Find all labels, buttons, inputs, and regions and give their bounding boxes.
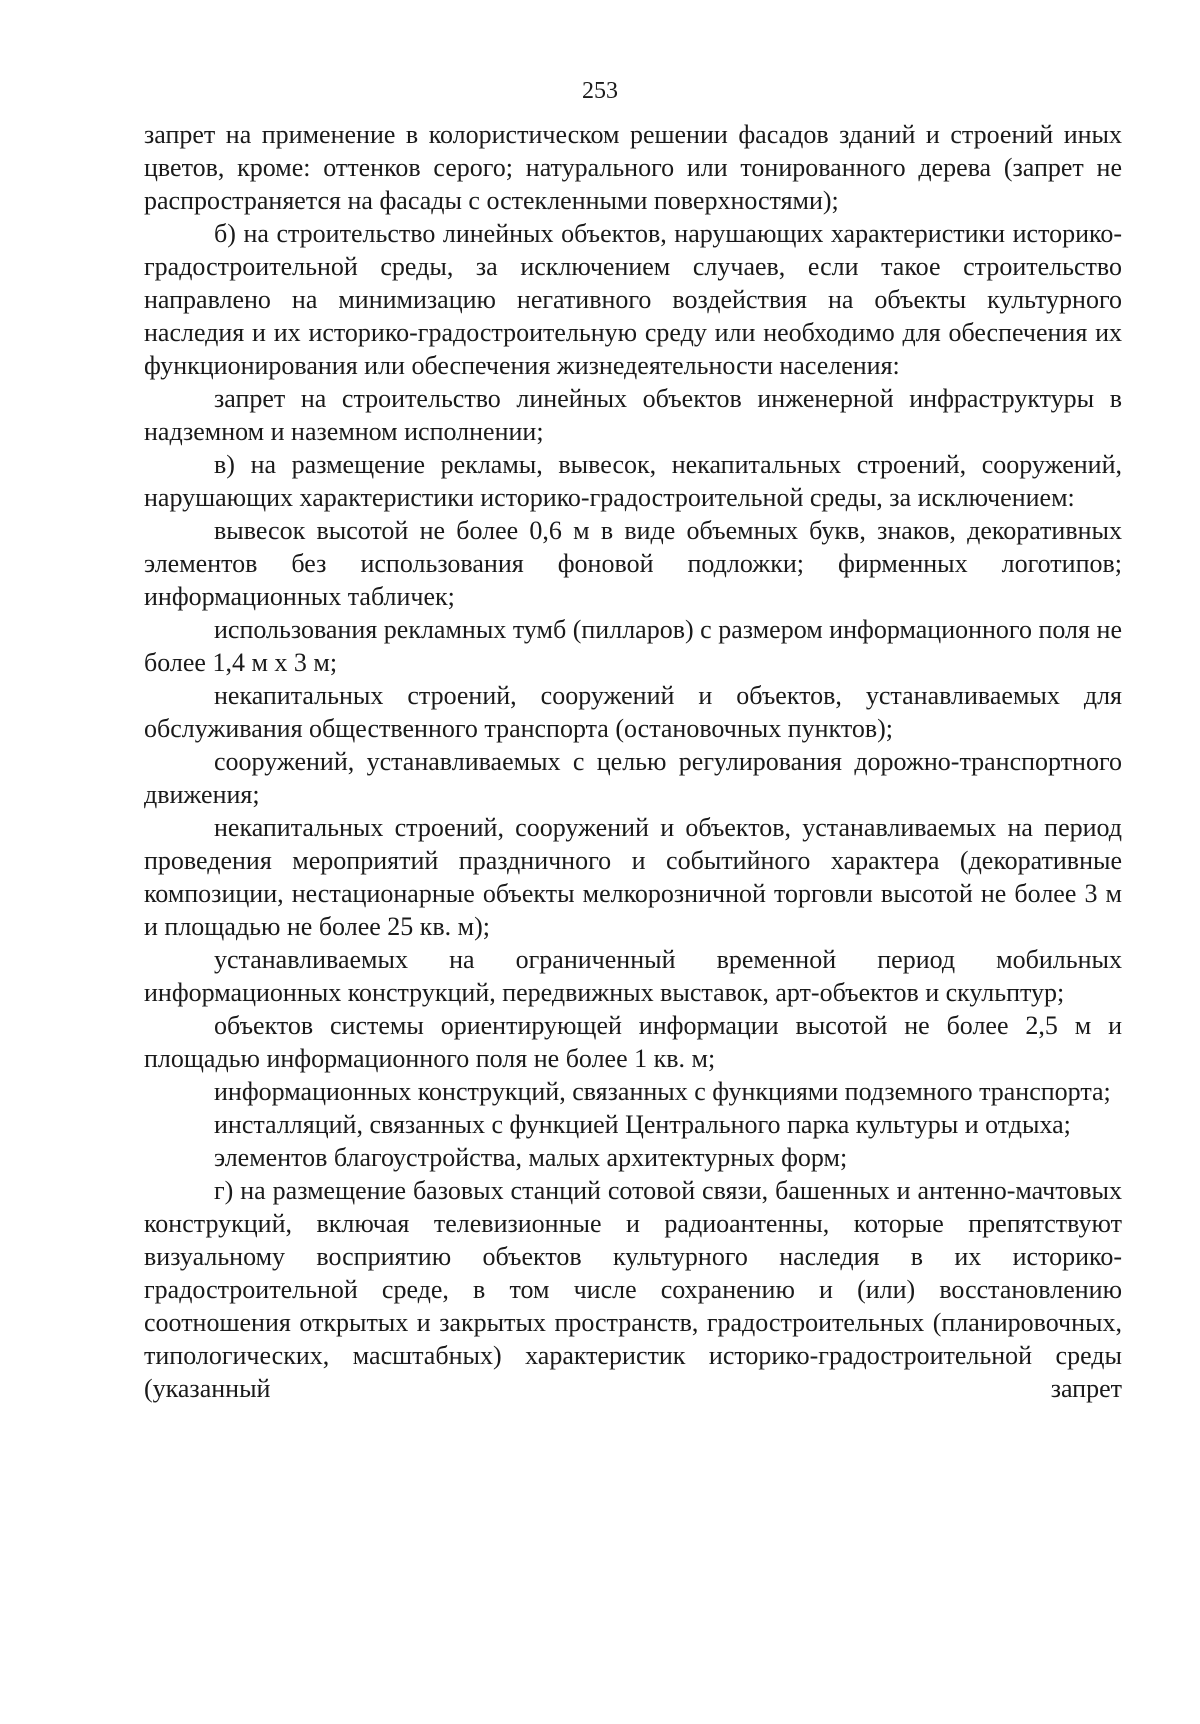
- paragraph-b-linear-objects: б) на строительство линейных объектов, нарушающих характеристики историко-градостроительной среды, за исключением случаев, если такое строительство направлено на минимизацию негативного воздействия на объекты культурного наследия и их историко-градостроительную среду или необходимо для обеспечения их функционирования или обеспечения жизнедеятельности населения:: [144, 219, 1122, 380]
- paragraph-signs: вывесок высотой не более 0,6 м в виде объемных букв, знаков, декоративных элементов без использования фоновой подложки; фирменных логотипов; информационных табличек;: [144, 516, 1122, 611]
- paragraph-park-installations: инсталляций, связанных с функцией Центрального парка культуры и отдыха;: [214, 1110, 1071, 1139]
- paragraph-v-advertising: в) на размещение рекламы, вывесок, некапитальных строений, сооружений, нарушающих характеристики историко-градостроительной среды, за исключением:: [144, 450, 1122, 512]
- paragraph-festive-structures: некапитальных строений, сооружений и объектов, устанавливаемых на период проведения мероприятий праздничного и событийного характера (декоративные композиции, нестационарные объекты мелкорозничной торговли высотой не более 3 м и площадью не более 25 кв. м);: [144, 813, 1122, 941]
- paragraph-facade-color-ban: запрет на применение в колористическом решении фасадов зданий и строений иных цветов, кроме: оттенков серого; натурального или тонированного дерева (запрет не распространяется на фасады с остекленными поверхностями);: [144, 120, 1122, 215]
- paragraph-g-cell-stations: г) на размещение базовых станций сотовой связи, башенных и антенно-мачтовых конструкций, включая телевизионные и радиоантенны, которые препятствуют визуальному восприятию объектов культурного наследия в их историко-градостроительной среде, в том числе сохранению и (или) восстановлению соотношения открытых и закрытых пространств, градостроительных (планировочных, типологических, масштабных) характеристик историко-градостроительной среды (указанный запрет: [144, 1176, 1122, 1403]
- paragraph-transport-stops: некапитальных строений, сооружений и объектов, устанавливаемых для обслуживания общественного транспорта (остановочных пунктов);: [144, 681, 1122, 743]
- paragraph-wayfinding: объектов системы ориентирующей информации высотой не более 2,5 м и площадью информационного поля не более 1 кв. м;: [144, 1011, 1122, 1073]
- paragraph-mobile-exhibits: устанавливаемых на ограниченный временной период мобильных информационных конструкций, передвижных выставок, арт-объектов и скульптур;: [144, 945, 1122, 1007]
- paragraph-linear-infrastructure-ban: запрет на строительство линейных объектов инженерной инфраструктуры в надземном и наземном исполнении;: [144, 384, 1122, 446]
- paragraph-pillars: использования рекламных тумб (пилларов) с размером информационного поля не более 1,4 м х 3 м;: [144, 615, 1122, 677]
- document-body: [144, 118, 1122, 1405]
- page-number: 253: [582, 78, 618, 104]
- paragraph-underground-transport: информационных конструкций, связанных с функциями подземного транспорта;: [214, 1077, 1111, 1106]
- paragraph-landscaping: элементов благоустройства, малых архитектурных форм;: [214, 1143, 848, 1172]
- paragraph-traffic-structures: сооружений, устанавливаемых с целью регулирования дорожно-транспортного движения;: [144, 747, 1122, 809]
